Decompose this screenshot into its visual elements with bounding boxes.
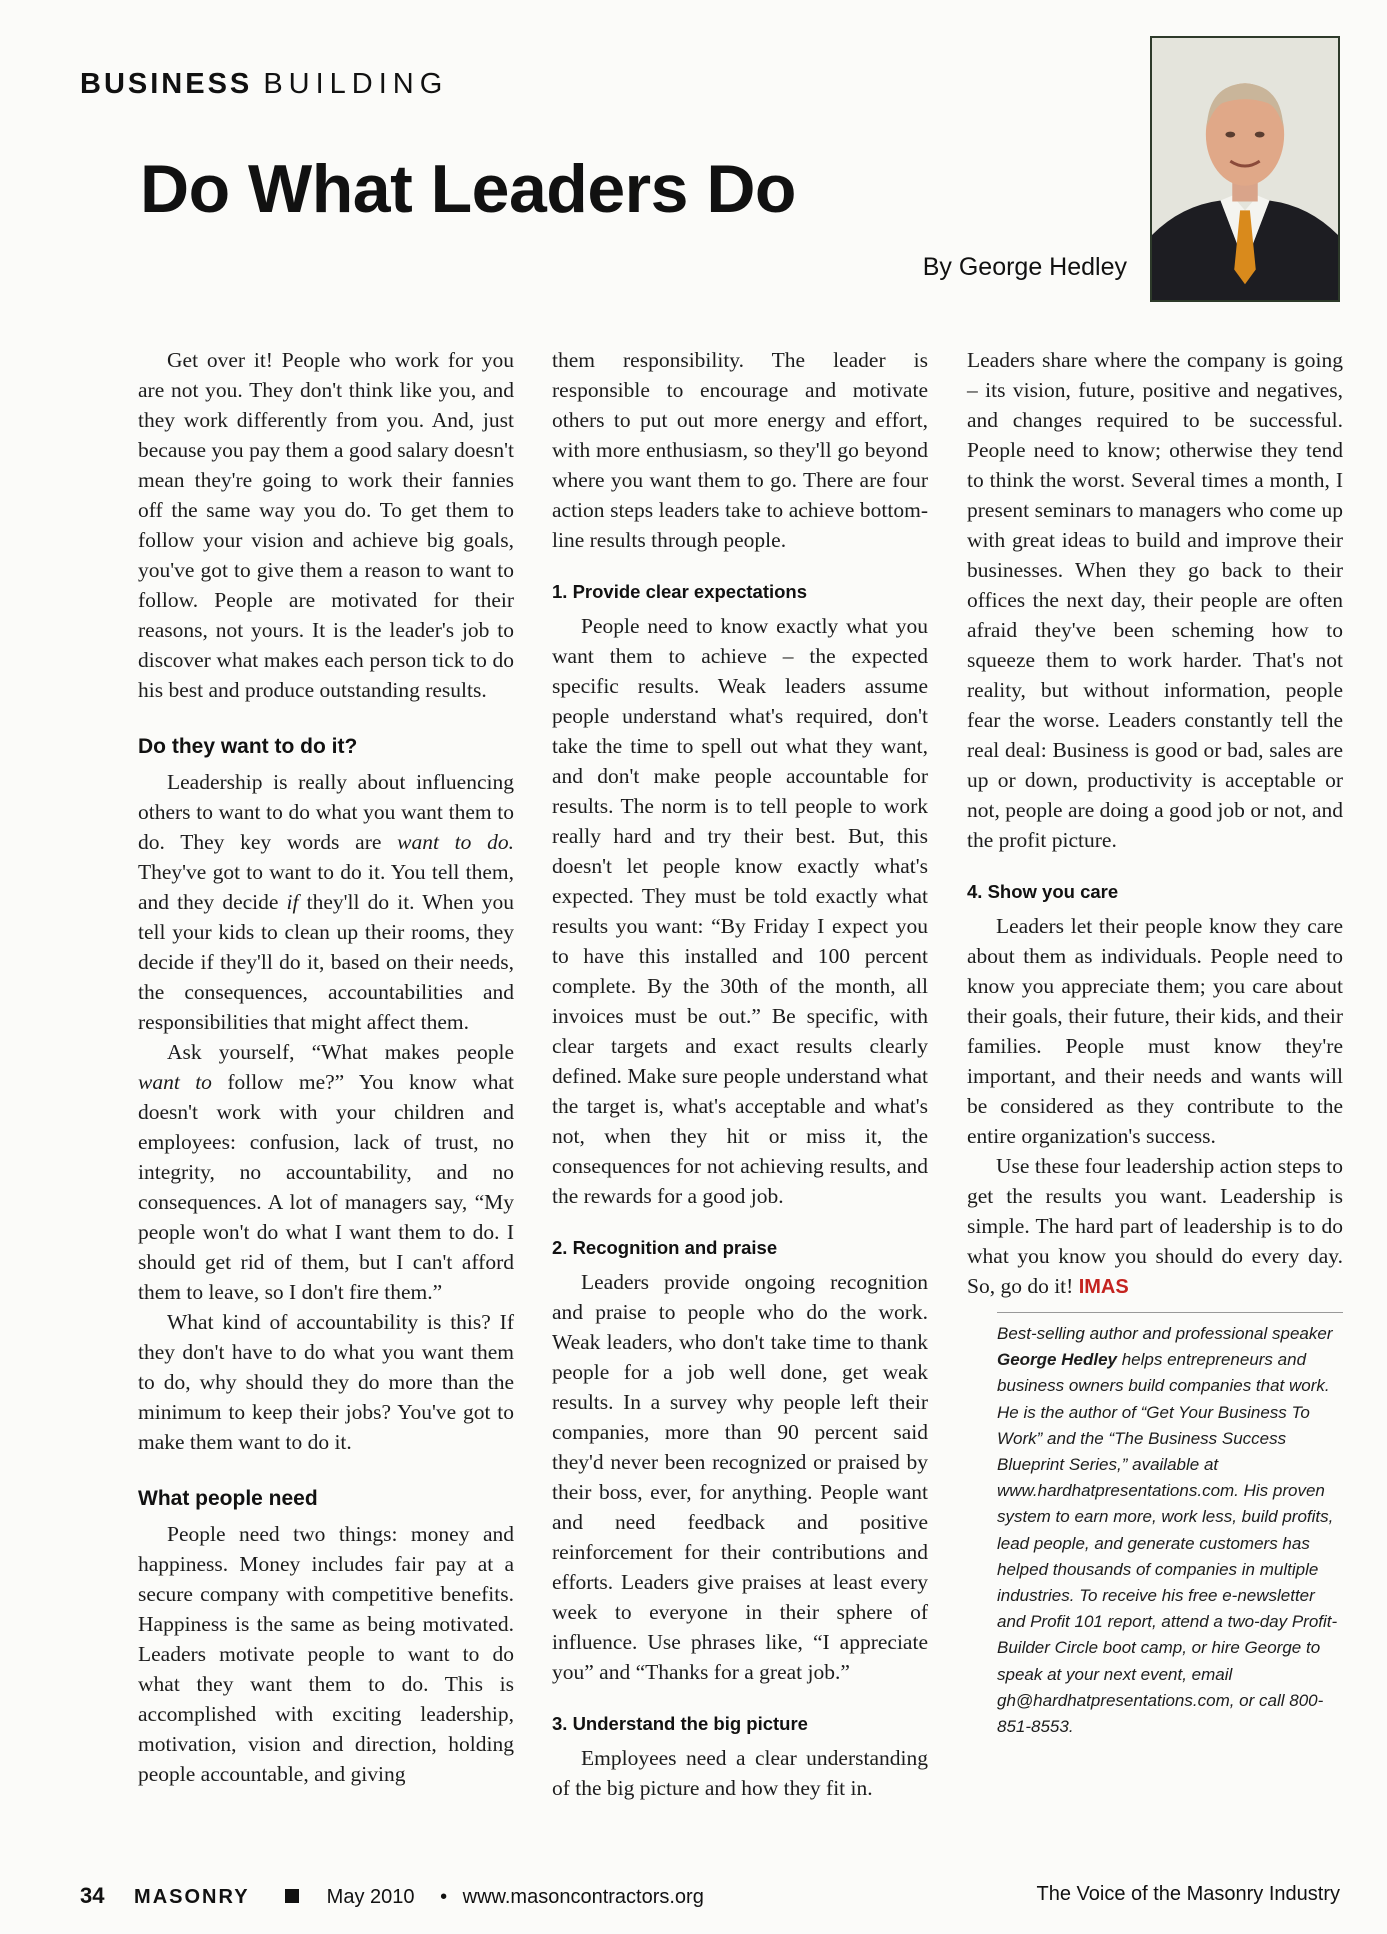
text-run: Best-selling author and professional speaker <box>997 1324 1333 1343</box>
bullet-separator: • <box>440 1886 448 1908</box>
subheading: 3. Understand the big picture <box>552 1713 808 1734</box>
subheading: What people need <box>138 1487 318 1510</box>
paragraph <box>138 767 514 1037</box>
footer-tagline: The Voice of the Masonry Industry <box>1036 1883 1340 1905</box>
text-run: They've got to want to do it. You tell them, and they decide <box>138 860 514 914</box>
text-run: helps entrepreneurs and business owners build companies that work. He is the author of “Get Your Business To Work” and the “The Business Success Blueprint Series,” available at www.hardhatpresentations.com. His proven system to earn more, work less, build profits, lead people, and generate customers has helped thousands of companies in multiple industries. To receive his free e-newsletter and Profit 101 report, attend a two-day Profit-Builder Circle boot camp, or hire George to speak at your next event, email gh@hardhatpresentations.com, or call 800-851-8553. <box>997 1350 1338 1737</box>
paragraph <box>967 1151 1343 1302</box>
paragraph: them responsibility. The leader is responsible to encourage and motivate others to put out more energy and effort, with more enthusiasm, so they'll go beyond where you want them to go. There are four action steps leaders take to achieve bottom-line results through people. <box>552 348 928 552</box>
text-run: they'll do it. When you tell your kids to clean up their rooms, they decide if they'll do it, based on their needs, the consequences, accountabilities and responsibilities that might affect them. <box>138 890 514 1034</box>
section-label-strong: BUSINESS <box>80 68 253 100</box>
emphasis: want to do. <box>397 830 514 854</box>
author-photo <box>1150 36 1340 302</box>
issue-date: May 2010 <box>326 1886 415 1908</box>
author-portrait-icon <box>1152 38 1338 300</box>
article-title: Do What Leaders Do <box>140 151 796 227</box>
square-divider-icon <box>285 1889 299 1903</box>
section-label <box>80 68 448 101</box>
magazine-name: MASONRY <box>134 1886 250 1908</box>
paragraph: Leaders share where the company is going – its vision, future, positive and negatives, and changes required to be successful. People need to know; otherwise they tend to think the worst. Several times a month, I present seminars to managers who come up with great ideas to build and improve their businesses. When they go back to their offices the next day, their people are often afraid they've been scheming how to squeeze them to work harder. That's not reality, but without information, people fear the worse. Leaders constantly tell the real deal: Business is good or bad, sales are up or down, productivity is acceptable or not, people are doing a good job or not, and the profit picture. <box>967 348 1343 852</box>
text-run: Ask yourself, “What makes people <box>167 1040 514 1064</box>
subheading: Do they want to do it? <box>138 735 358 758</box>
page-number: 34 <box>80 1883 105 1908</box>
paragraph: Leaders provide ongoing recognition and praise to people who do the work. Weak leaders, who don't take time to thank people for a job well done, get weak results. In a survey why people left their companies, more than 90 percent said they'd never been recognized or praised by their boss, ever, for anything. People want and need feedback and positive reinforcement for their contributions and efforts. Leaders give praises at least every week to everyone in their sphere of influence. Use phrases like, “I appreciate you” and “Thanks for a great job.” <box>552 1270 928 1684</box>
text-run: Leadership is really about influencing others to want to do what you want them to do. They key words are <box>138 770 514 854</box>
article-column-3 <box>967 345 1343 1740</box>
paragraph: What kind of accountability is this? If they don't have to do what you want them to do, why should they do more than the minimum to keep their jobs? You've got to make them want to do it. <box>138 1310 514 1454</box>
author-bio <box>997 1312 1343 1740</box>
byline: By George Hedley <box>922 253 1127 281</box>
paragraph: Employees need a clear understanding of the big picture and how they fit in. <box>552 1746 928 1800</box>
paragraph: Get over it! People who work for you are not you. They don't think like you, and they work differently from you. And, just because you pay them a good salary doesn't mean they're going to work their fannies off the same way you do. To get them to follow your vision and achieve big goals, you've got to give them a reason to want to follow. People are motivated for their reasons, not yours. It is the leader's job to discover what makes each person tick to do his best and produce outstanding results. <box>138 348 514 702</box>
article-column-1 <box>138 345 514 1789</box>
paragraph <box>138 1037 514 1307</box>
author-name: George Hedley <box>997 1350 1117 1370</box>
text-run: follow me?” You know what doesn't work with your children and employees: confusion, lack of trust, no integrity, no accountability, and no consequences. A lot of managers say, “My people won't do what I want them to do. I should get rid of them, but I can't afford them to leave, so I don't fire them.” <box>138 1070 514 1304</box>
website-link[interactable]: www.masoncontractors.org <box>462 1886 704 1908</box>
paragraph: Leaders let their people know they care about them as individuals. People need to know you appreciate them; you care about their goals, their future, their kids, and their families. People must know they're important, and their needs and wants will be considered as they contribute to the entire organization's success. <box>967 914 1343 1148</box>
paragraph: People need to know exactly what you want them to achieve – the expected specific results. Weak leaders assume people understand what's required, don't take the time to spell out what they want, and don't make people accountable for results. The norm is to tell people to work really hard and try their best. But, this doesn't let people know exactly what's expected. They must be told exactly what results you want: “By Friday I expect you to have this installed and 100 percent complete. By the 30th of the month, all invoices must be out.” Be specific, with clear targets and exact results clearly defined. Make sure people understand what the target is, what's acceptable and what's not, when they hit or miss it, the consequences for not achieving results, and the rewards for a good job. <box>552 614 928 1208</box>
emphasis: if <box>286 890 299 914</box>
emphasis: want to <box>138 1070 212 1094</box>
subheading: 2. Recognition and praise <box>552 1237 778 1258</box>
text-run: Use these four leadership action steps to get the results you want. Leadership is simple. The hard part of leadership is to do what you know you should do every day. So, go do it! <box>967 1154 1343 1298</box>
subheading: 4. Show you care <box>967 881 1119 902</box>
page-footer <box>80 1883 1340 1909</box>
end-mark: IMAS <box>1078 1276 1129 1298</box>
section-label-light: BUILDING <box>263 68 449 100</box>
paragraph: People need two things: money and happiness. Money includes fair pay at a secure company with competitive benefits. Happiness is the same as being motivated. Leaders motivate people to want to do what they want them to do. This is accomplished with exciting leadership, motivation, vision and direction, holding people accountable, and giving <box>138 1522 514 1786</box>
subheading: 1. Provide clear expectations <box>552 581 808 602</box>
article-column-2 <box>552 345 928 1803</box>
